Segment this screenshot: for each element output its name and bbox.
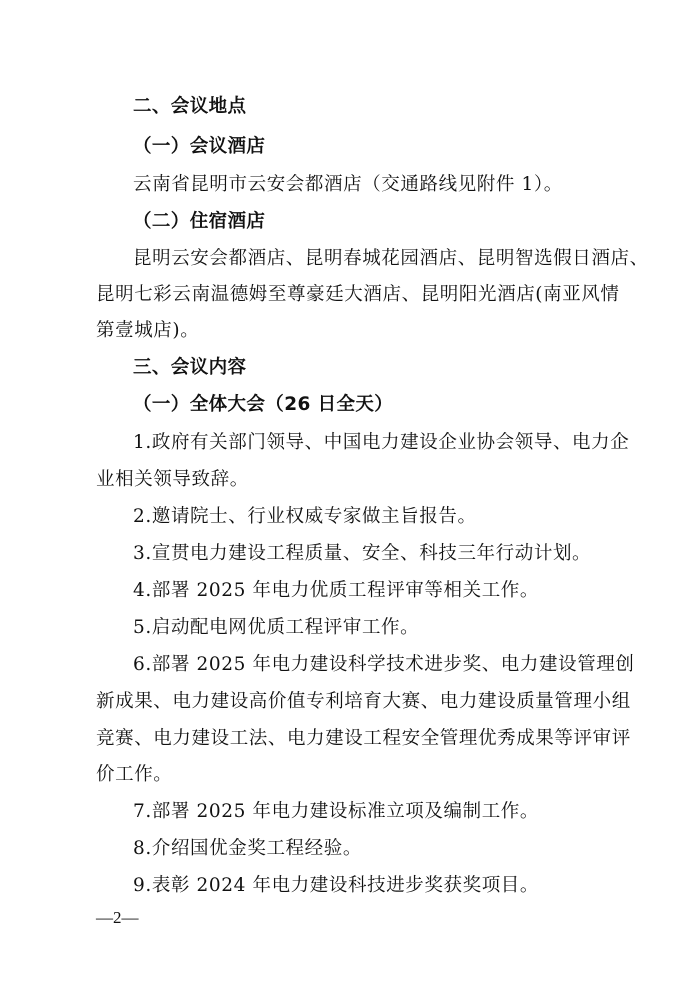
hotel-list-line: 第壹城店)。	[96, 320, 200, 341]
section3-heading: 三、会议内容	[133, 357, 247, 378]
hotel-list-line: 昆明云安会都酒店、昆明春城花园酒店、昆明智选假日酒店、	[133, 248, 649, 269]
hotel-list-line: 昆明七彩云南温德姆至尊豪廷大酒店、昆明阳光酒店(南亚风情	[96, 284, 620, 305]
list-item: 2.邀请院士、行业权威专家做主旨报告。	[133, 506, 477, 527]
list-item: 5.启动配电网优质工程评审工作。	[133, 617, 420, 638]
section2-sub1-text: 云南省昆明市云安会都酒店（交通路线见附件 1）。	[133, 174, 563, 195]
list-item-continuation: 新成果、电力建设高价值专利培育大赛、电力建设质量管理小组	[96, 691, 631, 712]
section3-sub1-heading: （一）全体大会（26 日全天）	[133, 394, 394, 415]
section2-heading: 二、会议地点	[133, 96, 247, 117]
list-item: 8.介绍国优金奖工程经验。	[133, 838, 362, 859]
page-number: —2—	[96, 908, 139, 927]
list-item-continuation: 竞赛、电力建设工法、电力建设工程安全管理优秀成果等评审评	[96, 728, 631, 749]
list-item: 3.宣贯电力建设工程质量、安全、科技三年行动计划。	[133, 543, 592, 564]
section2-sub2-heading: （二）住宿酒店	[133, 211, 266, 232]
list-item: 6.部署 2025 年电力建设科学技术进步奖、电力建设管理创	[133, 654, 635, 675]
list-item: 7.部署 2025 年电力建设标准立项及编制工作。	[133, 801, 539, 822]
list-item: 9.表彰 2024 年电力建设科技进步奖获奖项目。	[133, 875, 539, 896]
list-item: 4.部署 2025 年电力优质工程评审等相关工作。	[133, 580, 539, 601]
list-item-continuation: 价工作。	[96, 764, 173, 785]
section2-sub1-heading: （一）会议酒店	[133, 136, 266, 157]
list-item-continuation: 业相关领导致辞。	[96, 469, 249, 490]
list-item: 1.政府有关部门领导、中国电力建设企业协会领导、电力企	[133, 432, 630, 453]
